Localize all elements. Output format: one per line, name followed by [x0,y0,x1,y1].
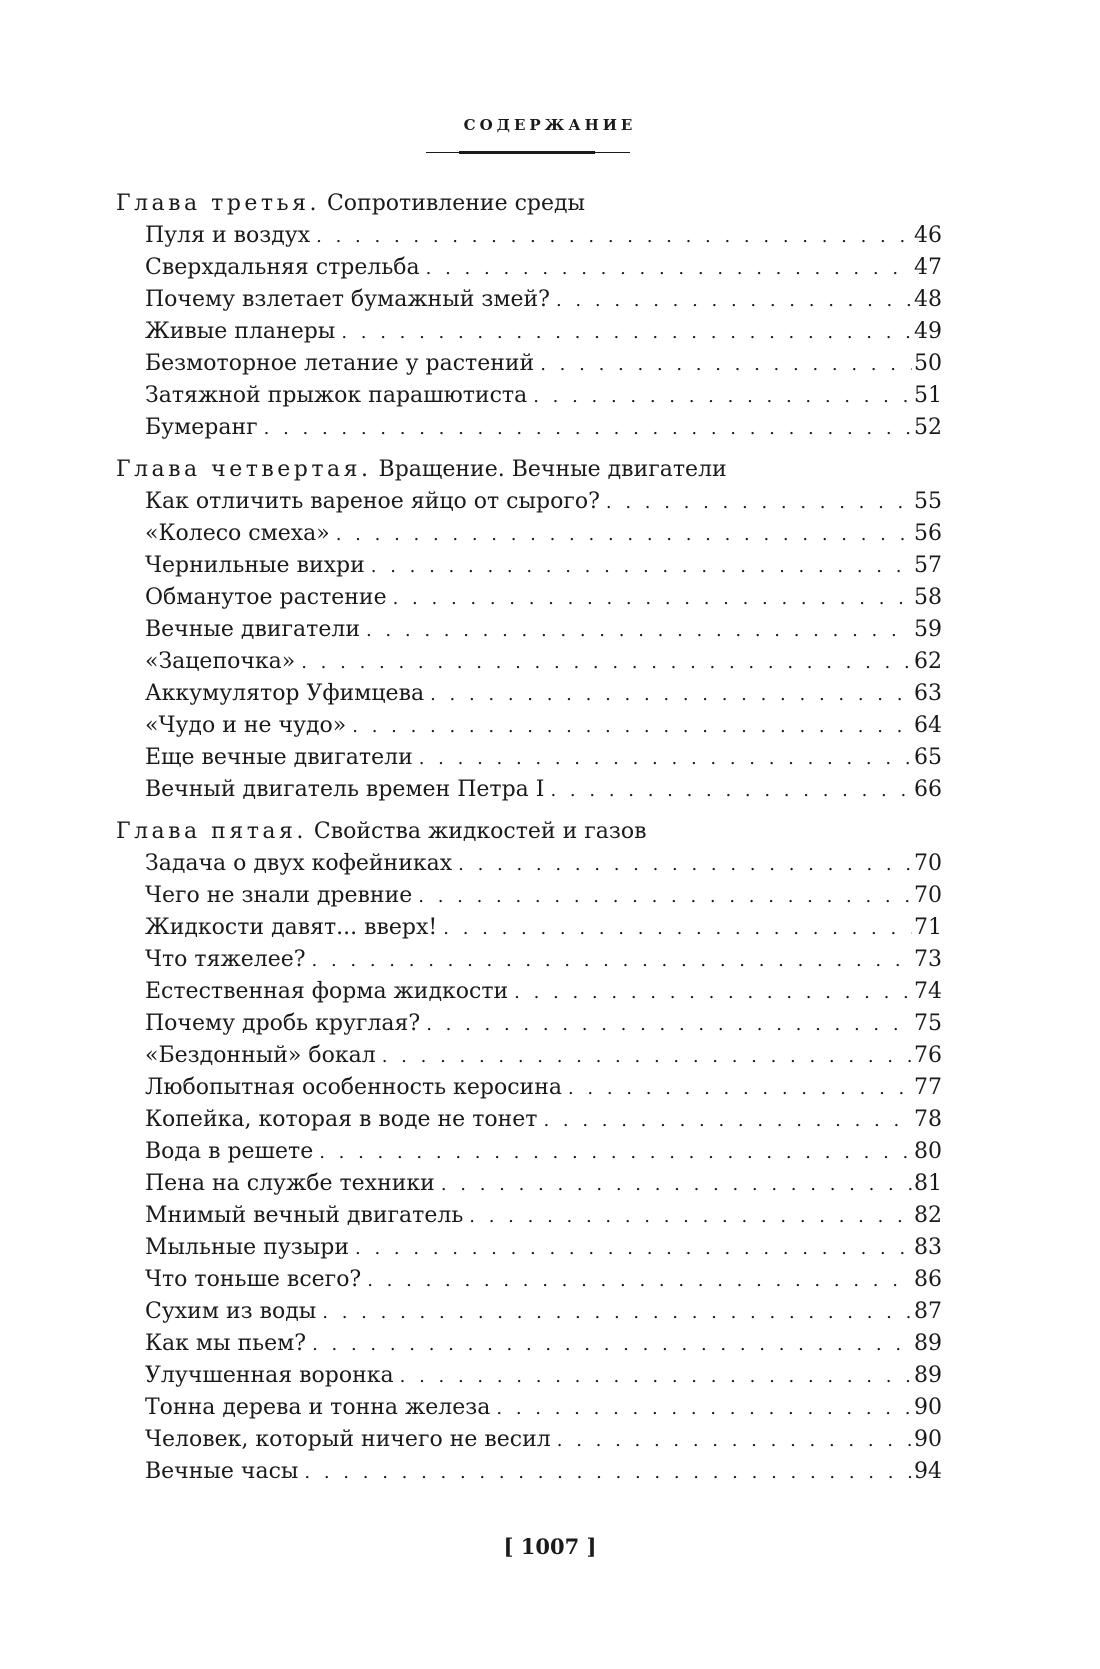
dot-leader [550,775,912,807]
toc-entry-page: 51 [914,383,942,408]
chapter-section [116,816,942,1488]
toc-entry-title: Чернильные вихри [145,553,365,578]
toc-entry [116,1424,942,1456]
toc-entry-page: 47 [914,255,942,280]
toc-entry-page: 64 [914,713,942,738]
toc-entry-title: Как мы пьем? [145,1331,307,1356]
chapter-heading [116,188,942,220]
dot-leader [393,583,912,615]
toc-entry-title: Чего не знали древние [145,883,413,908]
toc-entry [116,1456,942,1488]
toc-entry-page: 94 [914,1459,942,1484]
toc-entry-title: Безмоторное летание у растений [145,351,535,376]
dot-leader [322,1297,912,1329]
dot-leader [382,1041,912,1073]
toc-entry [116,486,942,518]
toc-entry-page: 71 [914,915,942,940]
toc-entry [116,1104,942,1136]
toc-entry-page: 90 [914,1427,942,1452]
dot-leader [606,487,912,519]
chapter-label: Глава пятая. [116,819,307,844]
toc-entry [116,614,942,646]
toc-entry [116,710,942,742]
toc-entry-page: 52 [914,415,942,440]
table-of-contents [116,188,942,1498]
toc-entry-title: Человек, который ничего не весил [145,1427,551,1452]
toc-entry-title: Любопытная особенность керосина [145,1075,562,1100]
toc-entry-title: Тонна дерева и тонна железа [145,1395,491,1420]
toc-entry-title: Пуля и воздух [145,223,311,248]
toc-entry-page: 57 [914,553,942,578]
toc-entry-page: 46 [914,223,942,248]
toc-entry [116,380,942,412]
header-rule-accent [459,151,595,154]
toc-entry-page: 74 [914,979,942,1004]
toc-entry-title: Вечные двигатели [145,617,360,642]
toc-entry-page: 86 [914,1267,942,1292]
dot-leader [533,381,912,413]
toc-entry [116,912,942,944]
toc-entry-page: 65 [914,745,942,770]
toc-entry-title: Сверхдальняя стрельба [145,255,420,280]
toc-entry-title: Затяжной прыжок парашютиста [145,383,528,408]
toc-entry [116,252,942,284]
toc-entry-page: 81 [914,1171,942,1196]
toc-entry [116,518,942,550]
page-number: [ 1007 ] [503,1534,597,1559]
toc-entry-title: Жидкости давят... вверх! [145,915,438,940]
dot-leader [312,945,912,977]
toc-entry [116,774,942,806]
toc-entry-title: «Чудо и не чудо» [145,713,347,738]
dot-leader [301,647,912,679]
toc-entry [116,1232,942,1264]
toc-entry-title: Мнимый вечный двигатель [145,1203,464,1228]
dot-leader [514,977,912,1009]
chapter-label: Глава третья. [116,191,320,216]
toc-entry-page: 56 [914,521,942,546]
toc-entry [116,1008,942,1040]
dot-leader [568,1073,912,1105]
dot-leader [319,1137,912,1169]
toc-entry-page: 90 [914,1395,942,1420]
toc-entry-title: Что тяжелее? [145,947,306,972]
toc-entry [116,1392,942,1424]
dot-leader [441,1169,912,1201]
dot-leader [371,551,912,583]
toc-entry-page: 77 [914,1075,942,1100]
toc-entry-page: 55 [914,489,942,514]
chapter-label: Глава четвертая. [116,457,372,482]
dot-leader [469,1201,912,1233]
dot-leader [419,743,912,775]
toc-entry-title: Обманутое растение [145,585,387,610]
dot-leader [418,881,912,913]
toc-entry-page: 59 [914,617,942,642]
dot-leader [496,1393,912,1425]
toc-entry-page: 49 [914,319,942,344]
page-header: СОДЕРЖАНИЕ [463,116,637,134]
toc-entry-page: 75 [914,1011,942,1036]
toc-entry-title: «Зацепочка» [145,649,296,674]
toc-entry-title: Мыльные пузыри [145,1235,350,1260]
dot-leader [400,1361,912,1393]
toc-entry [116,1200,942,1232]
toc-entry [116,848,942,880]
toc-entry-page: 66 [914,777,942,802]
toc-entry-title: Почему дробь круглая? [145,1011,421,1036]
dot-leader [557,1425,912,1457]
toc-entry-title: Вечный двигатель времен Петра I [145,777,545,802]
dot-leader [430,679,912,711]
toc-entry-title: Бумеранг [145,415,258,440]
toc-entry-page: 82 [914,1203,942,1228]
dot-leader [355,1233,912,1265]
chapter-heading [116,816,942,848]
toc-entry-title: «Колесо смеха» [145,521,330,546]
dot-leader [443,913,912,945]
toc-entry-page: 63 [914,681,942,706]
toc-entry-title: Сухим из воды [145,1299,317,1324]
toc-entry [116,316,942,348]
dot-leader [540,349,912,381]
toc-entry-page: 70 [914,851,942,876]
toc-entry [116,678,942,710]
toc-entry-title: Как отличить вареное яйцо от сырого? [145,489,600,514]
toc-entry-page: 83 [914,1235,942,1260]
toc-entry-page: 80 [914,1139,942,1164]
toc-entry-title: Улучшенная воронка [145,1363,394,1388]
toc-entry [116,1168,942,1200]
dot-leader [367,1265,912,1297]
toc-entry-title: Копейка, которая в воде не тонет [145,1107,538,1132]
dot-leader [312,1329,912,1361]
toc-entry-title: Аккумулятор Уфимцева [145,681,425,706]
toc-entry-title: Еще вечные двигатели [145,745,413,770]
toc-entry-title: «Бездонный» бокал [145,1043,376,1068]
toc-entry [116,582,942,614]
toc-entry-page: 78 [914,1107,942,1132]
toc-entry [116,1296,942,1328]
dot-leader [316,221,912,253]
toc-entry [116,1360,942,1392]
toc-entry [116,944,942,976]
dot-leader [556,285,912,317]
toc-entry-page: 76 [914,1043,942,1068]
toc-entry [116,646,942,678]
toc-entry [116,1040,942,1072]
toc-entry [116,348,942,380]
dot-leader [341,317,912,349]
chapter-title: Вращение. Вечные двигатели [378,457,727,482]
toc-entry [116,1072,942,1104]
toc-entry-title: Вечные часы [145,1459,299,1484]
dot-leader [543,1105,912,1137]
toc-entry-page: 87 [914,1299,942,1324]
toc-entry-title: Почему взлетает бумажный змей? [145,287,550,312]
toc-entry [116,880,942,912]
chapter-title: Сопротивление среды [326,191,586,216]
toc-entry [116,976,942,1008]
chapter-title: Свойства жидкостей и газов [313,819,647,844]
toc-entry [116,220,942,252]
toc-entry [116,550,942,582]
toc-entry-title: Живые планеры [145,319,336,344]
dot-leader [264,413,912,445]
dot-leader [366,615,912,647]
dot-leader [304,1457,912,1489]
toc-entry-title: Что тоньше всего? [145,1267,362,1292]
toc-entry-title: Естественная форма жидкости [145,979,509,1004]
toc-entry-title: Пена на службе техники [145,1171,435,1196]
toc-entry [116,1328,942,1360]
chapter-section [116,188,942,444]
toc-entry-page: 89 [914,1363,942,1388]
toc-entry-title: Задача о двух кофейниках [145,851,453,876]
toc-entry-page: 62 [914,649,942,674]
chapter-heading [116,454,942,486]
toc-entry-page: 50 [914,351,942,376]
toc-entry [116,412,942,444]
toc-entry-page: 70 [914,883,942,908]
toc-entry-page: 73 [914,947,942,972]
toc-entry-title: Вода в решете [145,1139,314,1164]
toc-entry-page: 48 [914,287,942,312]
dot-leader [336,519,912,551]
toc-entry [116,1264,942,1296]
toc-entry [116,1136,942,1168]
chapter-section [116,454,942,806]
dot-leader [426,1009,912,1041]
dot-leader [352,711,912,743]
dot-leader [426,253,912,285]
dot-leader [458,849,912,881]
toc-entry [116,742,942,774]
toc-entry-page: 58 [914,585,942,610]
toc-entry-page: 89 [914,1331,942,1356]
toc-entry [116,284,942,316]
